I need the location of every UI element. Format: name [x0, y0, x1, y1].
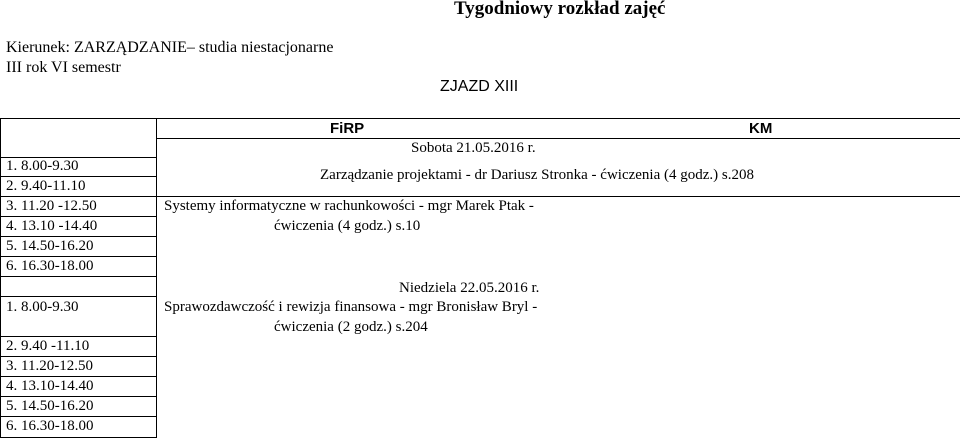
sun-slot-6: 6. 16.30-18.00	[6, 418, 94, 434]
sat-class-it-systems-line2: ćwiczenia (4 godz.) s.10	[274, 218, 421, 234]
sunday-date: Niedziela 22.05.2016 r.	[399, 280, 540, 296]
sun-class-financial-reporting-line1: Sprawozdawczość i rewizja finansowa - mgr Bronisław Bryl -	[164, 299, 538, 315]
direction-label: Kierunek: ZARZĄDZANIE– studia niestacjonarne	[6, 39, 334, 56]
sun-slot-2: 2. 9.40 -11.10	[6, 338, 90, 354]
col-header-firp: FiRP	[330, 120, 365, 137]
sat-slot-4: 4. 13.10 -14.40	[6, 218, 98, 234]
col-header-km: KM	[749, 120, 773, 137]
saturday-date: Sobota 21.05.2016 r.	[411, 140, 536, 156]
sat-slot-1: 1. 8.00-9.30	[6, 158, 79, 174]
sun-slot-4: 4. 13.10-14.40	[6, 378, 94, 394]
sat-slot-5: 5. 14.50-16.20	[6, 238, 94, 254]
sat-slot-3: 3. 11.20 -12.50	[6, 198, 97, 214]
sun-slot-3: 3. 11.20-12.50	[6, 358, 93, 374]
sun-class-financial-reporting-line2: ćwiczenia (2 godz.) s.204	[274, 319, 428, 335]
zjazd-label: ZJAZD XIII	[440, 78, 519, 95]
sun-slot-5: 5. 14.50-16.20	[6, 398, 94, 414]
year-semester-label: III rok VI semestr	[6, 59, 121, 76]
sun-slot-1: 1. 8.00-9.30	[6, 299, 79, 315]
sat-class-it-systems-line1: Systemy informatyczne w rachunkowości - mgr Marek Ptak -	[164, 198, 534, 214]
sat-slot-6: 6. 16.30-18.00	[6, 258, 94, 274]
page-title: Tygodniowy rozkład zajęć	[454, 0, 666, 19]
sat-slot-2: 2. 9.40-11.10	[6, 178, 86, 194]
sat-class-project-management: Zarządzanie projektami - dr Dariusz Stronka - ćwiczenia (4 godz.) s.208	[320, 167, 754, 183]
